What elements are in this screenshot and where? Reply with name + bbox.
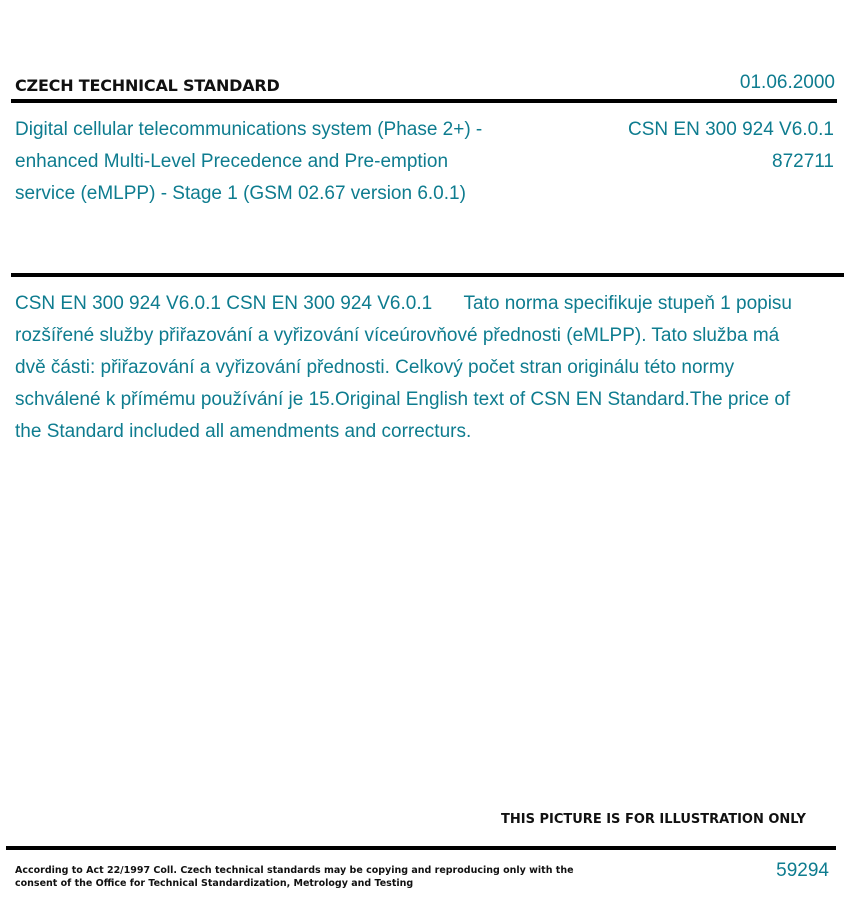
document-title: Digital cellular telecommunications system (Phase 2+) - enhanced Multi-Level Precedence and Pre-emption service (eMLPP) - Stage 1 (GSM 02.67 version 6.0.1): [15, 119, 483, 204]
classification-number: 872711: [772, 151, 834, 172]
divider-top: [11, 99, 837, 103]
legal-notice: According to Act 22/1997 Coll. Czech technical standards may be copying and reproducing only with the consent of the Office for Technical Standardization, Metrology and Testing: [15, 865, 574, 889]
publication-date: 01.06.2000: [739, 72, 835, 93]
divider-bottom: [6, 846, 836, 850]
divider-middle: [11, 273, 844, 277]
abstract-text: CSN EN 300 924 V6.0.1 CSN EN 300 924 V6.0.1 Tato norma specifikuje stupeň 1 popisu rozšířené služby přiřazování a vyřizování víceúrovňové přednosti (eMLPP). Tato služba má dvě části: přiřazování a vyřizování přednosti. Celkový počet stran originálu této normy schválené k přímému používání je 15.Original English text of CSN EN Standard.The price of the Standard included all amendments and correcturs.: [15, 293, 798, 442]
illustration-disclaimer: THIS PICTURE IS FOR ILLUSTRATION ONLY: [501, 812, 806, 827]
standard-code: CSN EN 300 924 V6.0.1: [628, 119, 834, 140]
document-id: 59294: [776, 860, 829, 881]
standard-type-heading: CZECH TECHNICAL STANDARD: [15, 76, 280, 95]
